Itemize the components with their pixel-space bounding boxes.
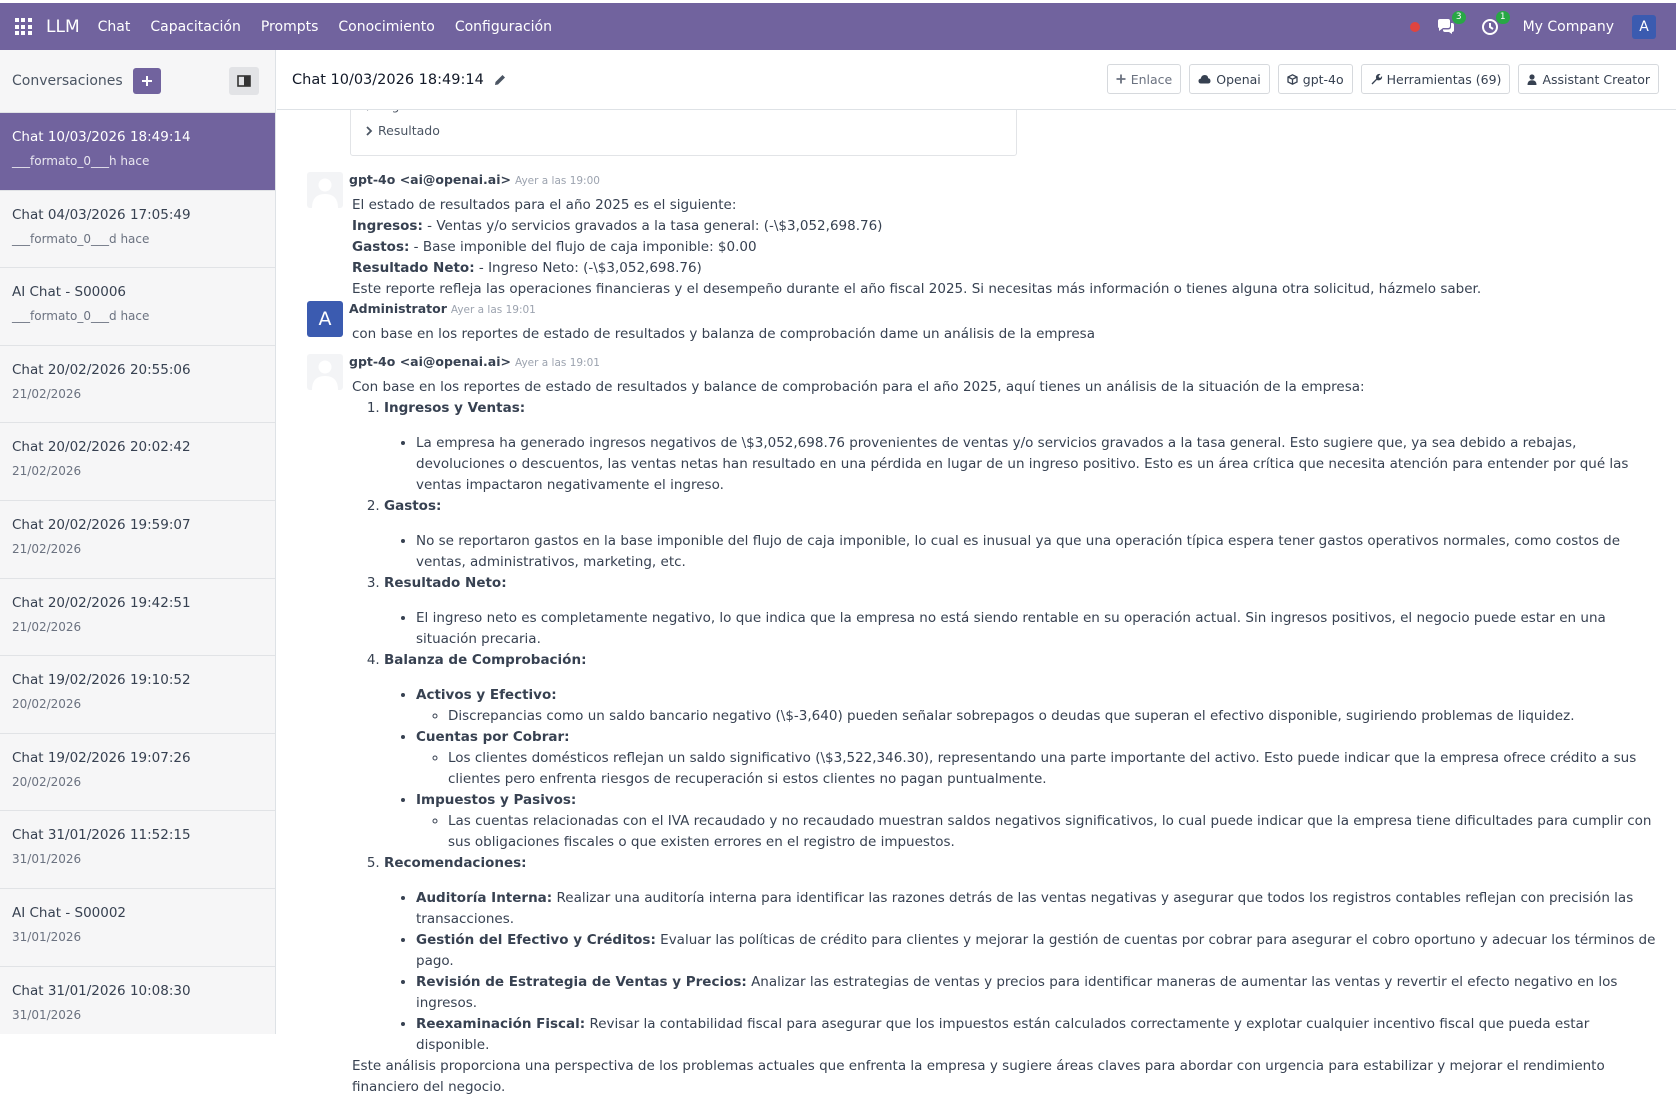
list-item: • La empresa ha generado ingresos negativos de \$3,052,698.76 provenientes de ventas y/o servicios gravados a la tasa general. Esto sugiere que, ya sea debido a rebajas, devoluciones o descuentos, las ventas netas han resultado en una pérdida en lugar de un ingreso positivo. Esto es un área crítica que necesita atención para entender por qué las ventas impactaron negativamente el ingreso.	[416, 433, 1657, 496]
message-body	[352, 195, 1657, 300]
message-time: Ayer a las 19:01	[514, 357, 600, 369]
message-header	[349, 301, 536, 316]
conversation-title: Chat 04/03/2026 17:05:49	[12, 206, 191, 223]
subsection-title: Cuentas por Cobrar:	[416, 729, 570, 745]
conversation-title: AI Chat - S00006	[12, 284, 127, 301]
message-line	[352, 237, 1657, 258]
menu-item-conocimiento[interactable]: Conocimiento	[338, 18, 435, 35]
conversation-subtitle: 31/01/2026	[12, 1007, 82, 1022]
conversation-item[interactable]	[0, 267, 275, 345]
conversation-item[interactable]	[0, 810, 275, 888]
ai-avatar-icon	[307, 172, 343, 208]
recording-indicator-icon[interactable]	[1410, 22, 1420, 32]
list-item	[416, 790, 1657, 853]
message-text: - Base imponible del flujo de caja imponible: $0.00	[409, 239, 757, 255]
section-title: Balanza de Comprobación:	[384, 652, 587, 668]
sidebar-toggle-icon	[237, 75, 251, 87]
chat-message	[307, 301, 1657, 349]
pencil-icon[interactable]	[493, 73, 507, 87]
model-button[interactable]	[1278, 64, 1353, 94]
collapse-sidebar-button[interactable]	[229, 67, 259, 95]
conversation-title: Chat 20/02/2026 20:02:42	[12, 439, 191, 456]
list-item	[416, 888, 1657, 930]
message-bold: Revisión de Estrategia de Ventas y Precios:	[416, 974, 747, 990]
message-header	[349, 172, 600, 187]
list-item: ◦ Los clientes domésticos reflejan un saldo significativo (\$3,522,346.30), representando una parte importante del activo. Esto puede indicar que la empresa ofrece crédito a sus clientes pero enfrenta riesgos de recuperación si estos clientes no pagan puntualmente.	[448, 748, 1657, 790]
list-item: ◦ Las cuentas relacionadas con el IVA recaudado y no recaudado muestran saldos negativos significativos, lo cual puede indicar que la empresa tiene dificultades para cumplir con sus obligaciones fiscales o que existen errores en el registro de impuestos.	[448, 811, 1657, 853]
conversation-item[interactable]	[0, 500, 275, 578]
conversation-title: Chat 19/02/2026 19:10:52	[12, 672, 191, 689]
ai-avatar-icon	[307, 354, 343, 390]
bullet-list	[384, 685, 1657, 853]
bullet-list	[384, 433, 1657, 496]
wrench-icon	[1370, 73, 1382, 85]
conversations-sidebar	[0, 50, 276, 1034]
activity-badge: 1	[1496, 11, 1510, 24]
conversation-item[interactable]	[0, 888, 275, 966]
conversation-title: Chat 20/02/2026 19:59:07	[12, 516, 191, 533]
list-item: • El ingreso neto es completamente negativo, lo que indica que la empresa no está siendo rentable en su operación actual. Sin ingresos positivos, el negocio puede estar en una situación precaria.	[416, 608, 1657, 650]
message-text: - Ingreso Neto: (-\$3,052,698.76)	[474, 260, 702, 276]
message-text: Revisar la contabilidad fiscal para asegurar que los impuestos están calculados correctamente y explotar cualquier incentivo fiscal que pueda estar disponible.	[416, 1016, 1590, 1053]
plus-icon	[1116, 74, 1126, 84]
tool-result-toggle[interactable]	[365, 123, 440, 138]
chat-title[interactable]: Chat 10/03/2026 18:49:14	[292, 71, 484, 88]
message-bold: Gestión del Efectivo y Créditos:	[416, 932, 656, 948]
conversation-subtitle: 20/02/2026	[12, 697, 82, 712]
sidebar-title: Conversaciones	[12, 73, 123, 89]
provider-button[interactable]	[1189, 64, 1270, 94]
message-time: Ayer a las 19:01	[450, 304, 536, 316]
tools-button[interactable]	[1361, 64, 1511, 94]
list-item	[416, 972, 1657, 1014]
list-item	[416, 1014, 1657, 1056]
sub-bullet-list	[416, 811, 1657, 853]
bullet-list	[384, 608, 1657, 650]
apps-menu-icon[interactable]	[0, 3, 46, 50]
link-button-label: Enlace	[1130, 71, 1173, 87]
analysis-list	[352, 398, 1657, 1056]
list-item	[384, 398, 1657, 496]
sub-bullet-list	[416, 706, 1657, 727]
conversation-subtitle: 21/02/2026	[12, 541, 82, 556]
section-title: Resultado Neto:	[384, 575, 507, 591]
conversation-item[interactable]	[0, 655, 275, 733]
assistant-button[interactable]	[1518, 64, 1659, 94]
message-text: Evaluar las políticas de crédito para clientes y mejorar la gestión de cuentas por cobrar para asegurar el cobro oportuno y adecuar los términos de pago.	[416, 932, 1656, 969]
menu-item-configuracion[interactable]: Configuración	[454, 18, 552, 35]
list-item: ◦ Discrepancias como un saldo bancario negativo (\$-3,640) pueden señalar sobrepagos o deudas que superan el efectivo disponible, sugiriendo problemas de liquidez.	[448, 706, 1657, 727]
conversation-title: Chat 10/03/2026 18:49:14	[12, 129, 191, 145]
bullet-list	[384, 531, 1657, 573]
message-text: Analizar las estrategias de ventas y precios para identificar maneras de aumentar las ventas y revertir el efecto negativo en los ingresos.	[416, 974, 1618, 1011]
menu-item-prompts[interactable]: Prompts	[260, 18, 319, 35]
message-time: Ayer a las 19:00	[514, 175, 600, 187]
tools-button-label: Herramientas (69)	[1386, 71, 1502, 87]
conversation-title: Chat 31/01/2026 10:08:30	[12, 982, 191, 999]
list-item	[416, 727, 1657, 790]
conversation-item[interactable]	[0, 578, 275, 656]
conversation-title: AI Chat - S00002	[12, 904, 127, 921]
menu-item-chat[interactable]: Chat	[97, 18, 131, 35]
conversation-subtitle: 20/02/2026	[12, 774, 82, 789]
new-conversation-button[interactable]	[133, 68, 161, 94]
list-item	[384, 573, 1657, 650]
conversation-title: Chat 19/02/2026 19:07:26	[12, 749, 191, 766]
message-author: gpt-4o <ai@openai.ai>	[349, 172, 511, 187]
chat-header	[277, 50, 1676, 110]
conversation-title: Chat 20/02/2026 20:55:06	[12, 361, 191, 378]
message-text: - Ventas y/o servicios gravados a la tasa general: (-\$3,052,698.76)	[422, 218, 883, 234]
message-body	[352, 324, 1657, 345]
subsection-title: Activos y Efectivo:	[416, 687, 557, 703]
user-icon	[1527, 74, 1537, 85]
cube-icon	[1287, 74, 1298, 85]
company-switcher[interactable]: My Company	[1522, 18, 1614, 35]
conversation-item[interactable]	[0, 112, 275, 190]
chat-message	[307, 172, 1657, 297]
message-text: Realizar una auditoría interna para identificar las razones detrás de las ventas negativas y asegurar que todos los registros contables reflejan con precisión las transacciones.	[416, 890, 1634, 927]
list-item	[384, 496, 1657, 573]
message-text: con base en los reportes de estado de resultados y balanza de comprobación dame un análisis de la empresa	[352, 326, 1095, 342]
list-item	[416, 685, 1657, 727]
model-button-label: gpt-4o	[1302, 71, 1344, 87]
message-line	[352, 258, 1657, 279]
conversation-title: Chat 31/01/2026 11:52:15	[12, 827, 191, 844]
list-item: • No se reportaron gastos en la base imponible del flujo de caja imponible, lo cual es inusual ya que una operación típica espera tener gastos operativos normales, como costos de ventas, administrativos, marketing, etc.	[416, 531, 1657, 573]
conversation-item[interactable]	[0, 345, 275, 423]
list-item	[416, 930, 1657, 972]
conversation-subtitle: ___formato_0___d hace	[12, 309, 150, 324]
tool-result-label: Resultado	[378, 123, 440, 138]
section-title: Gastos:	[384, 498, 442, 514]
sidebar-header	[0, 50, 275, 112]
messages-icon[interactable]	[1435, 11, 1462, 37]
message-text: El estado de resultados para el año 2025 es el siguiente:	[352, 197, 737, 213]
sub-bullet-list	[416, 748, 1657, 790]
conversation-subtitle: 21/02/2026	[12, 386, 82, 401]
conversation-subtitle: 21/02/2026	[12, 464, 82, 479]
list-item	[384, 650, 1657, 853]
messages-badge: 3	[1452, 11, 1466, 24]
chevron-right-icon	[365, 126, 373, 136]
message-body	[352, 377, 1657, 1098]
conversation-subtitle: 21/02/2026	[12, 619, 82, 634]
message-text: Con base en los reportes de estado de resultados y balance de comprobación para el año 2025, aquí tienes un análisis de la situación de la empresa:	[352, 379, 1365, 395]
link-button[interactable]	[1107, 64, 1182, 94]
section-title: Ingresos y Ventas:	[384, 400, 526, 416]
message-author: gpt-4o <ai@openai.ai>	[349, 354, 511, 369]
conversation-item[interactable]	[0, 190, 275, 268]
subsection-title: Impuestos y Pasivos:	[416, 792, 577, 808]
chat-messages	[277, 110, 1676, 1095]
conversation-subtitle: 31/01/2026	[12, 929, 82, 944]
message-text: Este análisis proporciona una perspectiva de los problemas actuales que enfrenta la empresa y sugiere áreas claves para abordar con urgencia para estabilizar y mejorar el rendimiento financiero del negocio.	[352, 1058, 1605, 1095]
message-bold: Gastos:	[352, 239, 410, 255]
chat-toolbar	[1099, 64, 1659, 94]
conversation-subtitle: ___formato_0___d hace	[12, 231, 150, 246]
section-title: Recomendaciones:	[384, 855, 527, 871]
user-avatar[interactable]: A	[1632, 15, 1656, 39]
app-brand[interactable]: LLM	[46, 16, 80, 37]
conversation-item[interactable]	[0, 733, 275, 811]
menu-item-capacitacion[interactable]: Capacitación	[150, 18, 241, 35]
cloud-icon	[1198, 74, 1211, 84]
message-bold: Reexaminación Fiscal:	[416, 1016, 586, 1032]
plus-icon	[141, 75, 153, 87]
conversation-item[interactable]	[0, 966, 275, 1044]
user-avatar: A	[307, 301, 343, 337]
conversation-subtitle: ___formato_0___h hace	[12, 154, 150, 168]
message-bold: Ingresos:	[352, 218, 423, 234]
conversation-item[interactable]	[0, 422, 275, 500]
message-bold: Auditoría Interna:	[416, 890, 553, 906]
chat-message	[307, 354, 1657, 1095]
message-line	[352, 216, 1657, 237]
message-author: Administrator	[349, 301, 447, 316]
message-text: Este reporte refleja las operaciones financieras y el desempeño durante el año fiscal 2025. Si necesitas más información o tienes alguna otra solicitud, házmelo saber.	[352, 281, 1482, 297]
assistant-button-label: Assistant Creator	[1542, 71, 1650, 87]
message-header	[349, 354, 600, 369]
conversation-title: Chat 20/02/2026 19:42:51	[12, 594, 191, 611]
bullet-list	[384, 888, 1657, 1056]
list-item	[384, 853, 1657, 1056]
conversation-subtitle: 31/01/2026	[12, 852, 82, 867]
top-navbar	[0, 3, 1676, 50]
message-bold: Resultado Neto:	[352, 260, 475, 276]
provider-button-label: Openai	[1216, 71, 1261, 87]
activity-clock-icon[interactable]	[1479, 11, 1506, 37]
